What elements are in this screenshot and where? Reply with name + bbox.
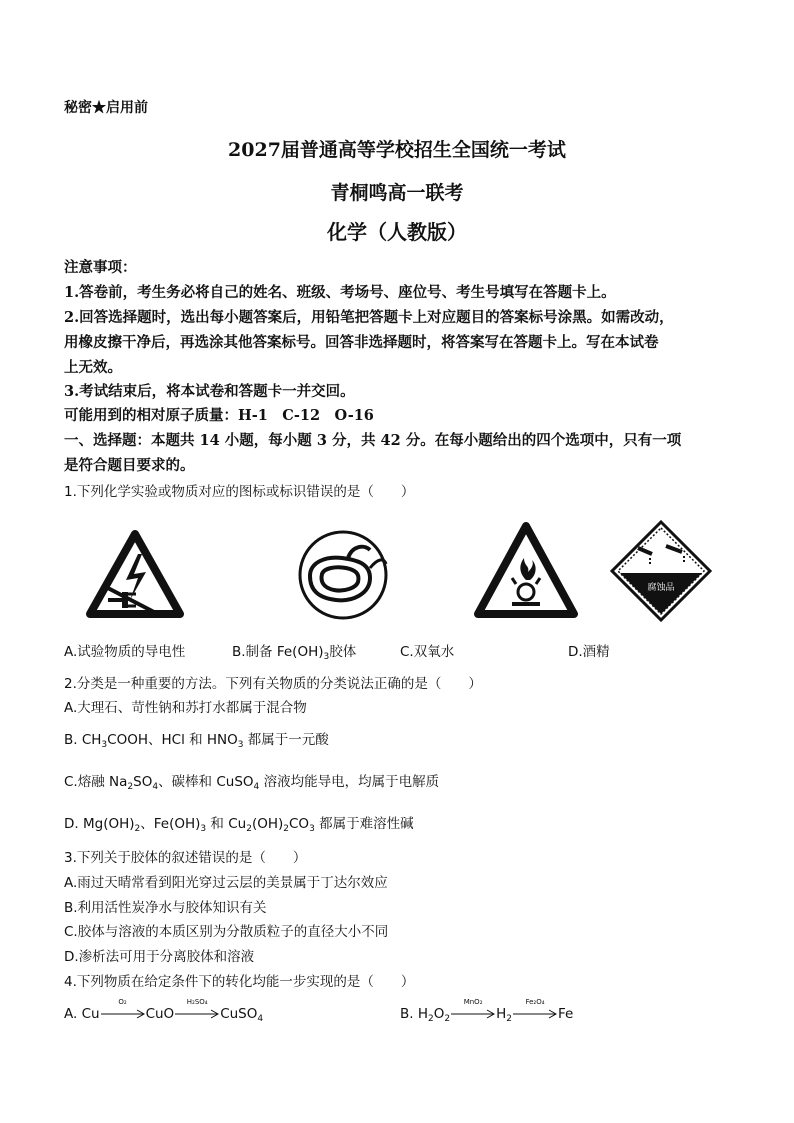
q2-stem: 2.分类是一种重要的方法。下列有关物质的分类说法正确的是（ ） [64,676,482,692]
reaction-arrow: O₂ [100,1007,146,1021]
section-instruction-a: 一、选择题：本题共 14 小题，每小题 3 分，共 42 分。在每小题给出的四个选项中，只有一项 [64,432,682,449]
q1-stem: 1.下列化学实验或物质对应的图标或标识错误的是（ ） [64,484,415,500]
exam-title: 2027届普通高等学校招生全国统一考试 [228,139,566,161]
q2-option-c: C.熔融 $Na_2SO_4$、碳棒和 CuSO$_4$ 溶液均能导电，均属于电解质 [64,774,440,792]
q3-stem: 3.下列关于胶体的叙述错误的是（ ） [64,850,307,866]
oxidizer-icon [472,520,580,620]
note-3: 3.考试结束后，将本试卷和答题卡一并交回。 [64,383,355,400]
q1-option-a: A.试验物质的导电性 [64,644,186,660]
atomic-masses: 可能用到的相对原子质量：H-1 C-12 O-16 [64,407,374,424]
q4-option-a: A. Cu O₂ CuO H₂SO₄ CuSO$_4$ [64,998,264,1024]
q2-option-b: B. $CH_3COOH$、HCl 和 $HNO_3$ 都属于一元酸 [64,732,329,750]
q4-option-b: B. $H_2O_2$ MnO₂ $H_2$ Fe₂O₄ Fe [400,998,574,1024]
reaction-arrow: H₂SO₄ [174,1007,220,1021]
q3-option-c: C.胶体与溶液的本质区别为分散质粒子的直径大小不同 [64,924,389,940]
heating-icon [296,528,390,622]
q3-option-b: B.利用活性炭净水与胶体知识有关 [64,900,267,916]
note-2c: 上无效。 [64,359,122,376]
note-2b: 用橡皮擦干净后，再选涂其他答案标号。回答非选择题时，将答案写在答题卡上。写在本试卷 [64,334,659,351]
q3-option-d: D.渗析法可用于分离胶体和溶液 [64,949,255,965]
q2-option-d: D. $Mg(OH)_2$、$Fe(OH)_3$ 和 $Cu_2(OH)_2CO_3$ 都属于难溶性碱 [64,816,414,834]
note-2a: 2.回答选择题时，选出每小题答案后，用铅笔把答题卡上对应题目的答案标号涂黑。如需改动， [64,309,674,326]
section-instruction-b: 是符合题目要求的。 [64,457,195,474]
electricity-warning-icon [84,528,186,622]
reaction-arrow: MnO₂ [450,1007,496,1021]
q1-option-b: B.制备 $Fe(OH)_3$胶体 [232,644,357,662]
note-1: 1.答卷前，考生务必将自己的姓名、班级、考场号、座位号、考生号填写在答题卡上。 [64,284,616,301]
reaction-arrow: Fe₂O₄ [512,1007,558,1021]
q1-option-d: D.酒精 [568,644,610,660]
notes-heading: 注意事项： [64,259,137,276]
q1-option-c: C.双氧水 [400,644,455,660]
exam-subject: 化学（人教版） [327,220,467,244]
corrosive-label: 腐蚀品 [647,583,675,593]
exam-subtitle: 青桐鸣高一联考 [330,182,464,204]
q3-option-a: A.雨过天晴常看到阳光穿过云层的美景属于丁达尔效应 [64,875,388,891]
corrosive-icon [608,518,714,624]
q2-option-a: A.大理石、苛性钠和苏打水都属于混合物 [64,700,307,716]
secret-label: 秘密★启用前 [64,100,148,116]
q4-stem: 4.下列物质在给定条件下的转化均能一步实现的是（ ） [64,974,415,990]
